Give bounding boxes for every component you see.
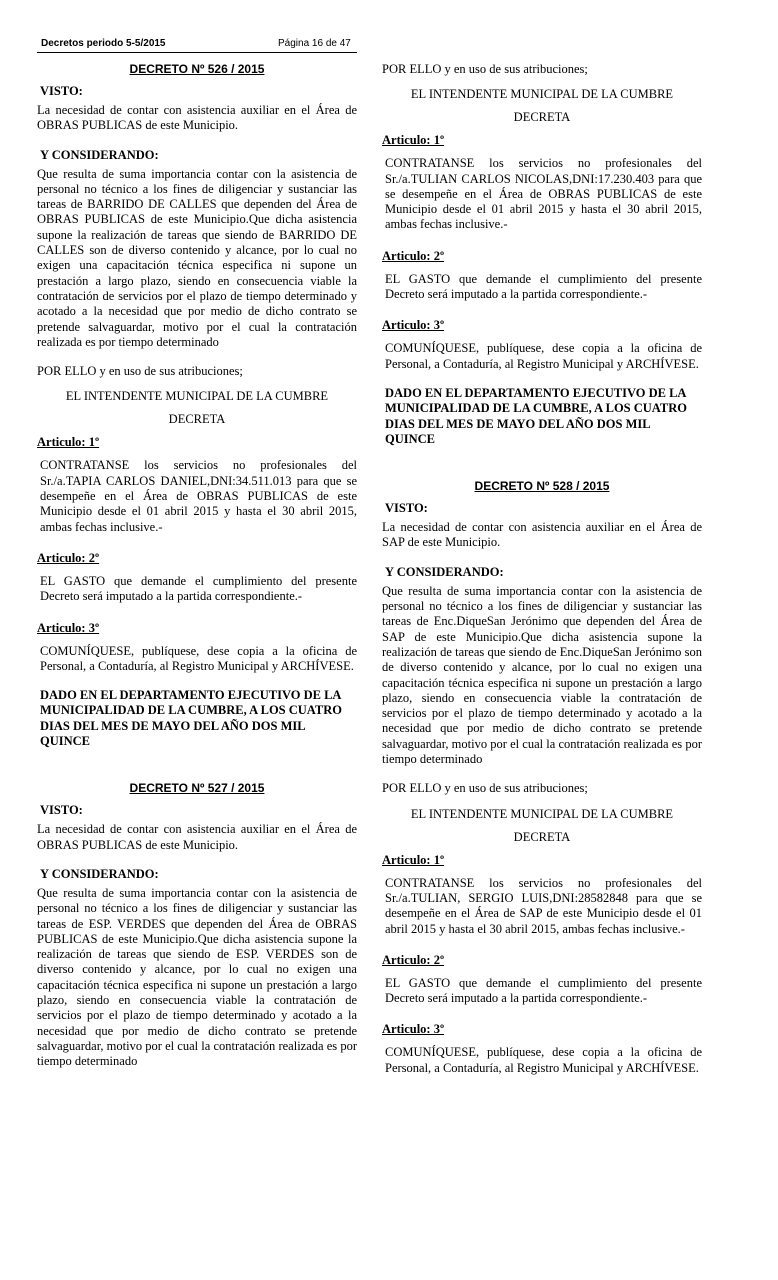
decree-528-decreta: DECRETA [513, 829, 571, 844]
decree-527-intendente: EL INTENDENTE MUNICIPAL DE LA CUMBRE [410, 87, 674, 102]
decree-526-article-3-label: Articulo: 3º [37, 620, 100, 635]
decree-527-visto-label: VISTO: [40, 803, 83, 818]
decree-527-article-2-text: EL GASTO que demande el cumplimiento del presente Decreto será imputado a la partida correspondiente.- [385, 271, 702, 302]
decree-528-article-3-text: COMUNÍQUESE, publíquese, dese copia a la oficina de Personal, a Contaduría, al Registro Municipal y ARCHÍVESE. [385, 1045, 702, 1075]
decree-526-article-1-text: CONTRATANSE los servicios no profesionales del Sr./a.TAPIA CARLOS DANIEL,DNI:34.511.013 para que se desempeñe en el Área de OBRAS PUBLICAS de este Municipio desde el 01 abril 2015 y hasta el 30 abril 2015, ambas fechas inclusive.- [40, 458, 357, 534]
decree-527-decreta: DECRETA [513, 110, 571, 125]
decree-527-considerando-text: Que resulta de suma importancia contar con la asistencia de personal no técnico a los fines de diligenciar y sustanciar las tareas de ESP. VERDES que dependen del Área de OBRAS PUBLICAS de este Municipio.Que dicha asistencia supone la realización de tareas que siendo de ESP. VERDES son de diverso contenido y alcance, por lo cual no exigen una capacitación técnica especifica ni supone un prestación a largo plazo, siendo en consecuencia viable la contratación de servicios por el plazo de tiempo determinado y acotado a la necesidad que por medio de dicho contrato se pretende salvaguardar, motivo por el cual la contratación realizada es por tiempo determinado [37, 885, 357, 1069]
header-page-number: Página 16 de 47 [278, 38, 351, 49]
decree-526-decreta: DECRETA [168, 412, 226, 427]
decree-528-article-2-label: Articulo: 2º [382, 952, 445, 967]
decree-527-article-2-label: Articulo: 2º [382, 248, 445, 263]
decree-526-article-2-text: EL GASTO que demande el cumplimiento del presente Decreto será imputado a la partida correspondiente.- [40, 573, 357, 604]
decree-528-article-2-text: EL GASTO que demande el cumplimiento del presente Decreto será imputado a la partida correspondiente.- [385, 975, 702, 1006]
left-column [37, 58, 357, 1079]
decree-528-por-ello: POR ELLO y en uso de sus atribuciones; [382, 781, 588, 796]
decree-528-considerando-label: Y CONSIDERANDO: [385, 564, 504, 579]
decree-526-visto-text: La necesidad de contar con asistencia auxiliar en el Área de OBRAS PUBLICAS de este Municipio. [37, 103, 357, 133]
decree-527-article-3-label: Articulo: 3º [382, 318, 445, 333]
decree-528-article-3-label: Articulo: 3º [382, 1022, 445, 1037]
right-column [382, 62, 702, 1086]
decree-526-article-3-text: COMUNÍQUESE, publíquese, dese copia a la oficina de Personal, a Contaduría, al Registro Municipal y ARCHÍVESE. [40, 643, 357, 673]
decree-527-title: DECRETO Nº 527 / 2015 [129, 781, 265, 796]
decree-527-article-1-text: CONTRATANSE los servicios no profesionales del Sr./a.TULIAN CARLOS NICOLAS,DNI:17.230.403 para que se desempeñe en el Área de OBRAS PUBLICAS de este Municipio desde el 01 abril 2015 y hasta el 30 abril 2015, ambas fechas inclusive.- [385, 156, 702, 232]
decree-527-considerando-label: Y CONSIDERANDO: [40, 866, 159, 881]
decree-526-title: DECRETO Nº 526 / 2015 [129, 62, 265, 76]
decree-528-article-1-text: CONTRATANSE los servicios no profesionales del Sr./a.TULIAN, SERGIO LUIS,DNI:28582848 para que se desempeñe en el Área de SAP de este Municipio desde el 01 abril 2015 y hasta el 30 abril 2015, ambas fechas inclusive.- [385, 875, 702, 936]
page-header [37, 36, 357, 53]
decree-527-visto-text: La necesidad de contar con asistencia auxiliar en el Área de OBRAS PUBLICAS de este Municipio. [37, 822, 357, 852]
decree-528-intendente: EL INTENDENTE MUNICIPAL DE LA CUMBRE [410, 806, 674, 821]
decree-527-por-ello: POR ELLO y en uso de sus atribuciones; [382, 62, 588, 76]
decree-526-considerando-text: Que resulta de suma importancia contar con la asistencia de personal no técnico a los fines de diligenciar y sustanciar las tareas de BARRIDO DE CALLES que dependen del Área de OBRAS PUBLICAS de este Municipio.Que dicha asistencia supone la realización de tareas que siendo de BARRIDO DE CALLES son de diverso contenido y alcance, por lo cual no exigen una capacitación técnica especifica ni supone un prestación a largo plazo, siendo en consecuencia viable la contratación de servicios por el plazo de tiempo determinado y acotado a la necesidad que por medio de dicho contrato se pretende salvaguardar, motivo por el cual la contratación realizada es por tiempo determinado [37, 166, 357, 349]
decree-526-visto-label: VISTO: [40, 84, 83, 98]
decree-528-article-1-label: Articulo: 1º [382, 852, 445, 867]
decree-528-title: DECRETO Nº 528 / 2015 [474, 479, 610, 494]
decree-526-article-2-label: Articulo: 2º [37, 550, 100, 565]
decree-526-intendente: EL INTENDENTE MUNICIPAL DE LA CUMBRE [65, 389, 329, 404]
decree-527-dado: DADO EN EL DEPARTAMENTO EJECUTIVO DE LA MUNICIPALIDAD DE LA CUMBRE, A LOS CUATRO DIAS DEL MES DE MAYO DEL AÑO DOS MIL QUINCE [385, 385, 687, 446]
decree-528-considerando-text: Que resulta de suma importancia contar con la asistencia de personal no técnico a los fines de diligenciar y sustanciar las tareas de Enc.DiqueSan Jerónimo que dependen del Área de SAP de este Municipio.Que dicha asistencia supone la realización de tareas que siendo de Enc.DiqueSan Jerónimo son de diverso contenido y alcance, por lo cual no exigen una capacitación técnica especifica ni supone un prestación a largo plazo, siendo en consecuencia viable la contratación de servicios por el plazo de tiempo determinado y acotado a la necesidad que por medio de dicho contrato se pretende salvaguardar, motivo por el cual la contratación realizada es por tiempo determinado [382, 583, 702, 767]
decree-526-por-ello: POR ELLO y en uso de sus atribuciones; [37, 364, 243, 379]
decree-526-considerando-label: Y CONSIDERANDO: [40, 147, 159, 162]
decree-527-article-1-label: Articulo: 1º [382, 133, 445, 148]
header-period: Decretos periodo 5-5/2015 [41, 38, 166, 49]
decree-527-article-3-text: COMUNÍQUESE, publíquese, dese copia a la oficina de Personal, a Contaduría, al Registro Municipal y ARCHÍVESE. [385, 341, 702, 371]
decree-526-dado: DADO EN EL DEPARTAMENTO EJECUTIVO DE LA MUNICIPALIDAD DE LA CUMBRE, A LOS CUATRO DIAS DEL MES DE MAYO DEL AÑO DOS MIL QUINCE [40, 688, 342, 749]
decree-528-visto-label: VISTO: [385, 501, 428, 516]
decree-528-visto-text: La necesidad de contar con asistencia auxiliar en el Área de SAP de este Municipio. [382, 520, 702, 550]
decree-526-article-1-label: Articulo: 1º [37, 435, 100, 450]
